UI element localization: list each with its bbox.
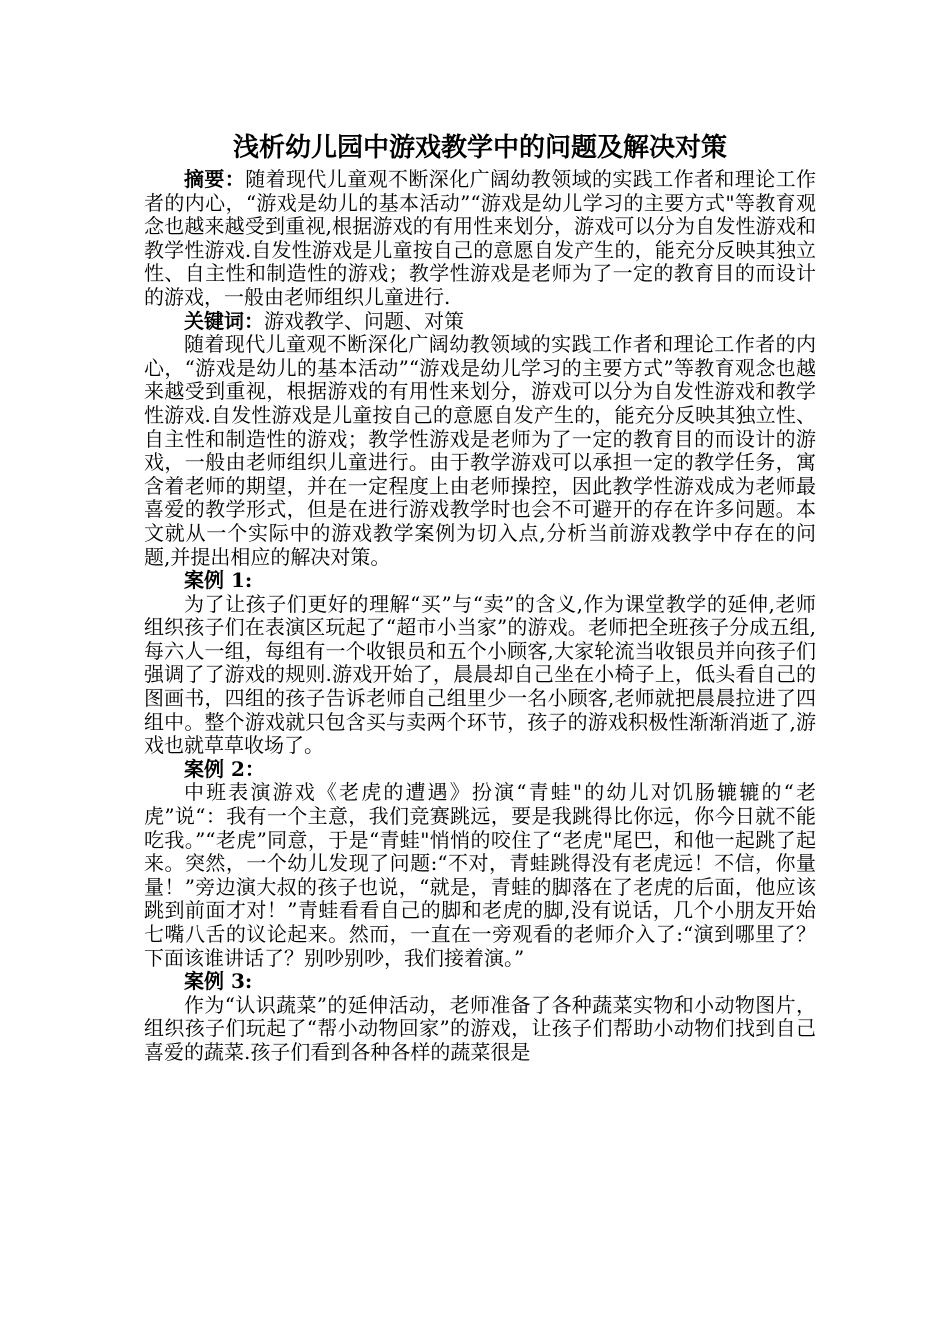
keywords-text: 游戏教学、问题、对策 xyxy=(264,308,464,333)
document-title: 浅析幼儿园中游戏教学中的问题及解决对策 xyxy=(232,133,727,163)
abstract-label: 摘要： xyxy=(184,167,246,191)
case-2-text: 中班表演游戏《老虎的遭遇》扮演“青蛙"的幼儿对饥肠辘辘的“老虎”说“：我有一个主意，我们竞赛跳远，要是我跳得比你远，你今日就不能吃我。”“老虎”同意，于是“青蛙"悄悄的咬住了“老虎"尾巴，和他一起跳了起来。突然，一个幼儿发现了问题:“不对，青蛙跳得没有老虎远！不信，你量量！”旁边演大叔的孩子也说，“就是，青蛙的脚落在了老虎的后面，他应该跳到前面才对！”青蛙看看自己的脚和老虎的脚,没有说话，几个小朋友开始七嘴八舌的议论起来。然而，一直在一旁观看的老师介入了:“演到哪里了？下面该谁讲话了？别吵别吵，我们接着演。” xyxy=(144,780,816,970)
case-3-text: 作为“认识蔬菜”的延伸活动，老师准备了各种蔬菜实物和小动物图片，组织孩子们玩起了“帮小动物回家”的游戏，让孩子们帮助小动物们找到自己喜爱的蔬菜.孩子们看到各种各样的蔬菜很是 xyxy=(144,992,816,1064)
case-1-text: 为了让孩子们更好的理解“买”与“卖”的含义,作为课堂教学的延伸,老师组织孩子们在表演区玩起了“超市小当家”的游戏。老师把全班孩子分成五组,每六人一组，每组有一个收银员和五个小顾客,大家轮流当收银员并向孩子们强调了了游戏的规则.游戏开始了，晨晨却自己坐在小椅子上，低头看自己的图画书，四组的孩子告诉老师自己组里少一名小顾客,老师就把晨晨拉进了四组中。整个游戏就只包含买与卖两个环节，孩子的游戏积极性渐渐消逝了,游戏也就草草收场了。 xyxy=(144,591,816,758)
intro-paragraph: 随着现代儿童观不断深化广阔幼教领域的实践工作者和理论工作者的内心，“游戏是幼儿的基本活动”“游戏是幼儿学习的主要方式”等教育观念也越来越受到重视，根据游戏的有用性来划分，游戏可以分为自发性游戏和教学性游戏.自发性游戏是儿童按自己的意愿自发产生的，能充分反映其独立性、自主性和制造性的游戏；教学性游戏是老师为了一定的教育目的而设计的游戏，一般由老师组织儿童进行。由于教学游戏可以承担一定的教学任务，寓含着老师的期望，并在一定程度上由老师操控，因此教学性游戏成为老师最喜爱的教学形式，但是在进行游戏教学时也会不可避开的存在许多问题。本文就从一个实际中的游戏教学案例为切入点,分析当前游戏教学中存在的问题,并提出相应的解决对策。 xyxy=(144,332,816,569)
case-1-heading: 案例 1: xyxy=(184,568,253,593)
keywords-label: 关键词： xyxy=(184,308,264,333)
keywords-paragraph xyxy=(144,310,816,334)
case-3-heading: 案例 3: xyxy=(184,969,253,994)
case-2-heading: 案例 2： xyxy=(184,756,265,781)
abstract-text: 随着现代儿童观不断深化广阔幼教领域的实践工作者和理论工作者的内心，“游戏是幼儿的基本活动”“游戏是幼儿学习的主要方式"等教育观念也越来越受到重视,根据游戏的有用性来划分，游戏可以分为自发性游戏和教学性游戏.自发性游戏是儿童按自己的意愿自发产生的，能充分反映其独立性、自主性和制造性的游戏；教学性游戏是老师为了一定的教育目的而设计的游戏，一般由老师组织儿童进行. xyxy=(144,167,817,309)
document-page xyxy=(144,128,816,1065)
abstract-paragraph xyxy=(144,168,816,310)
